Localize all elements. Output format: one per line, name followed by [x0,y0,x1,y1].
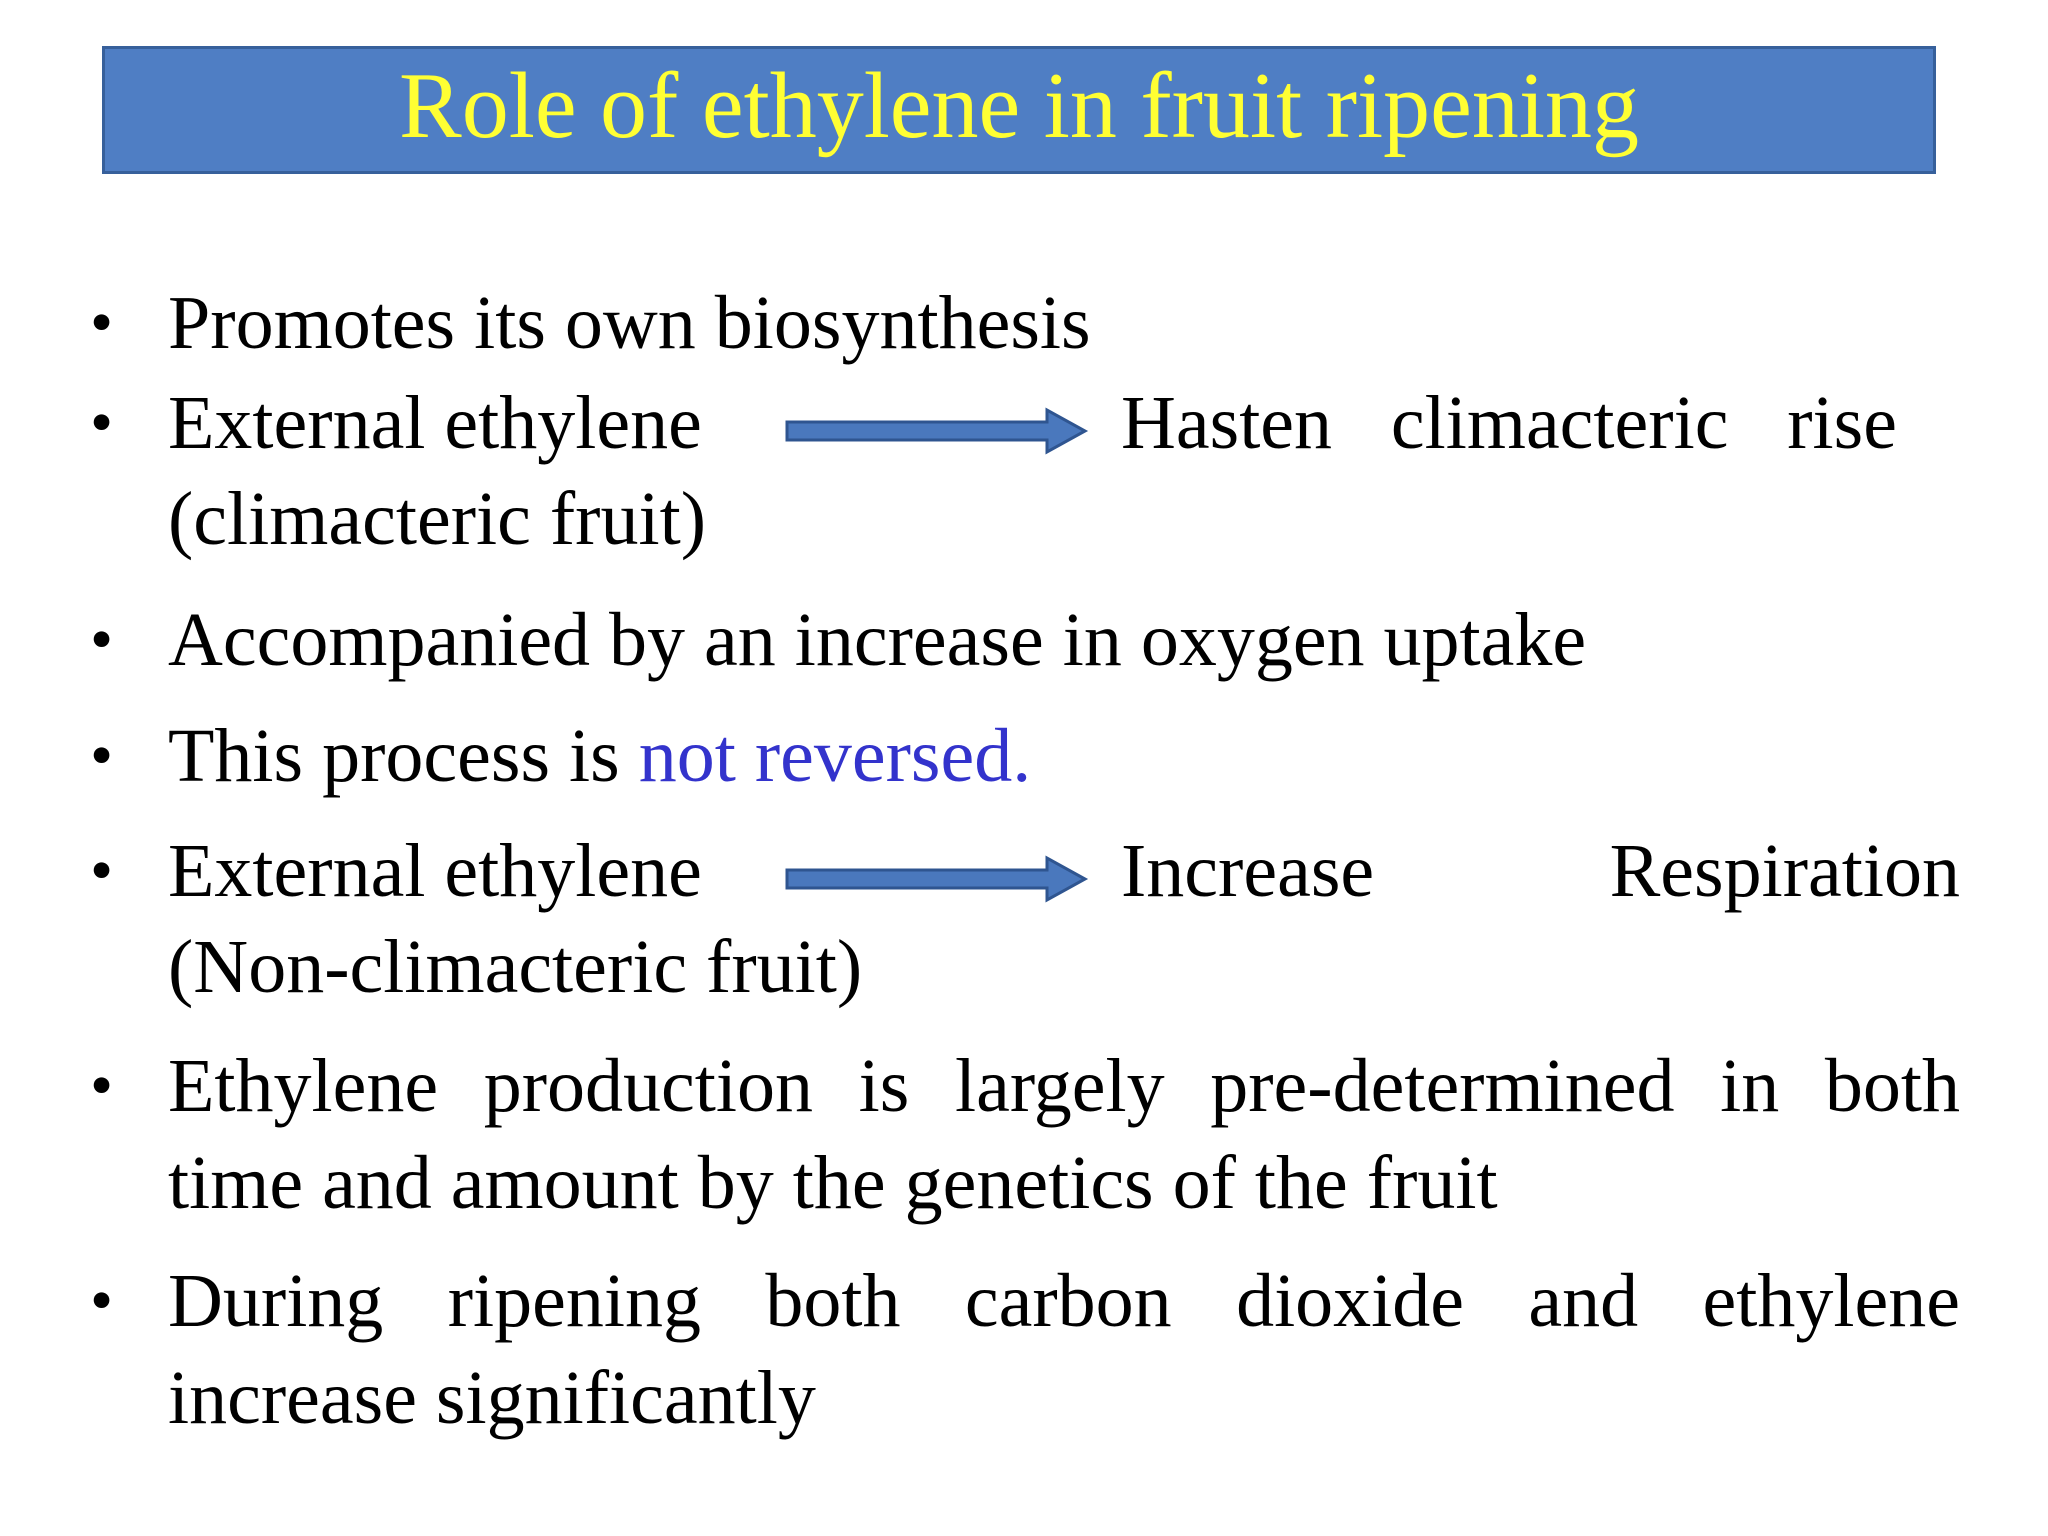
word: rise [1787,381,1897,465]
word: production [483,1044,814,1128]
word: ripening [447,1259,701,1343]
bullet-marker: • [90,1049,114,1122]
word: ethylene [1702,1259,1960,1343]
bullet-7-line-2: increase significantly [168,1356,816,1440]
bullet-marker: • [90,286,114,359]
highlight-text: not reversed. [638,714,1032,798]
bullet-text-3: Accompanied by an increase in oxygen uptake [168,598,1587,682]
bullet-5-right [1121,829,1960,913]
bullet-6-line-2: time and amount by the genetics of the fruit [168,1141,1498,1225]
word: both [765,1259,901,1343]
word: both [1824,1044,1960,1128]
word: is [858,1044,910,1128]
word: Hasten [1121,381,1333,465]
slide-title: Role of ethylene in fruit ripening [399,54,1639,158]
bullet-5-left: External ethylene [168,829,702,913]
word: Respiration [1609,829,1960,913]
bullet-2-right [1121,381,1897,465]
word: and [1528,1259,1639,1343]
bullet-marker: • [90,386,114,459]
bullet-5-second-line: (Non-climacteric fruit) [168,925,863,1009]
word: Ethylene [168,1044,439,1128]
word: in [1720,1044,1780,1128]
word: climacteric [1390,381,1729,465]
bullet-2-second-line: (climacteric fruit) [168,477,707,561]
word: pre-determined [1210,1044,1675,1128]
bullet-2-left: External ethylene [168,381,702,465]
right-arrow-icon [785,854,1089,904]
bullet-text-4 [168,714,1032,798]
bullet-marker: • [90,834,114,907]
bullet-4-text: This process is [168,714,639,798]
bullet-marker: • [90,603,114,676]
word: carbon [964,1259,1172,1343]
bullet-7-line-1 [168,1259,1960,1343]
bullet-marker: • [90,719,114,792]
bullet-6-line-1 [168,1044,1960,1128]
right-arrow-icon [785,406,1089,456]
bullet-text-1: Promotes its own biosynthesis [168,281,1091,365]
word: Increase [1121,829,1375,913]
word: During [168,1259,384,1343]
bullet-marker: • [90,1264,114,1337]
word: dioxide [1236,1259,1465,1343]
word: largely [954,1044,1165,1128]
